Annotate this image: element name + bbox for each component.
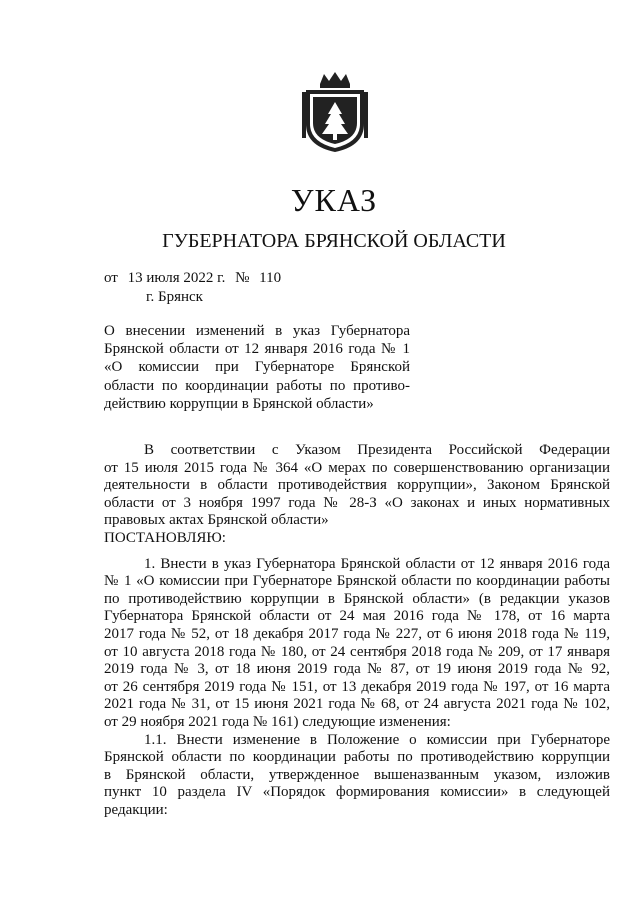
document-subtitle: ГУБЕРНАТОРА БРЯНСКОЙ ОБЛАСТИ <box>162 230 506 252</box>
item11-line: в Брянской области, утвержденное вышеназванным указом, изложив <box>104 766 610 783</box>
item1-line: 2021 года № 31, от 15 июня 2021 года № 68, от 24 августа 2021 года № 102, <box>104 696 610 713</box>
item1-line: № 1 «О комиссии при Губернаторе Брянской области по координации работы <box>104 573 610 590</box>
subject-line: действию коррупции в Брянской области» <box>104 395 374 412</box>
item1-line: по противодействию коррупции в Брянской области» (в редакции указов <box>104 590 610 607</box>
subject-line: О внесении изменений в указ Губернатора <box>104 323 410 339</box>
decree-date: 13 июля 2022 г. <box>127 270 226 286</box>
subject-line: «О комиссии при Губернаторе Брянской <box>104 359 410 376</box>
item11-line: Брянской области по координации работы по противодействию коррупции <box>104 749 610 766</box>
item11-line: редакции: <box>104 801 168 818</box>
item1-line: от 10 августа 2018 года № 180, от 24 сентября 2018 года № 209, от 17 января <box>104 643 610 660</box>
item1-line: от 26 сентября 2019 года № 151, от 13 декабря 2019 года № 197, от 16 марта <box>104 678 610 695</box>
item1-line: 2019 года № 3, от 18 июня 2019 года № 87, от 19 июня 2019 года № 92, <box>104 661 610 678</box>
decree-body <box>104 442 610 819</box>
decree-word: ПОСТАНОВЛЯЮ: <box>104 529 226 546</box>
document-title: УКАЗ <box>290 182 378 218</box>
coat-of-arms-emblem <box>296 72 374 154</box>
item1-line: от 29 ноября 2021 года № 161) следующие изменения: <box>104 713 451 730</box>
preamble-line: области от 3 ноября 1997 года № 28-З «О законах и иных нормативных <box>104 494 610 511</box>
decree-city: г. Брянск <box>146 289 203 305</box>
decree-number: 110 <box>259 270 282 286</box>
item1-line: Губернатора Брянской области от 24 мая 2016 года № 178, от 16 марта <box>104 608 610 625</box>
preamble-line: В соответствии с Указом Президента Российской Федерации <box>144 442 610 458</box>
preamble-line: деятельности в области противодействия коррупции», Законом Брянской <box>104 477 610 494</box>
subject-line: области по координации работы по противо- <box>104 377 410 394</box>
date-prefix: от <box>104 270 118 286</box>
item1-line: 1. Внести в указ Губернатора Брянской области от 12 января 2016 года <box>144 555 610 572</box>
decree-subject <box>104 322 410 413</box>
preamble-line: от 15 июля 2015 года № 364 «О мерах по совершенствованию организации <box>104 459 610 476</box>
subject-line: Брянской области от 12 января 2016 года № 1 <box>104 341 410 358</box>
decree-date-line <box>104 270 287 287</box>
item11-line: 1.1. Внести изменение в Положение о комиссии при Губернаторе <box>144 731 610 748</box>
number-sign: № <box>235 270 250 286</box>
item11-line: пункт 10 раздела IV «Порядок формирования комиссии» в следующей <box>104 784 610 801</box>
preamble-line: правовых актах Брянской области» <box>104 512 329 529</box>
item1-line: 2017 года № 52, от 18 декабря 2017 года № 227, от 6 июня 2018 года № 119, <box>104 625 610 642</box>
